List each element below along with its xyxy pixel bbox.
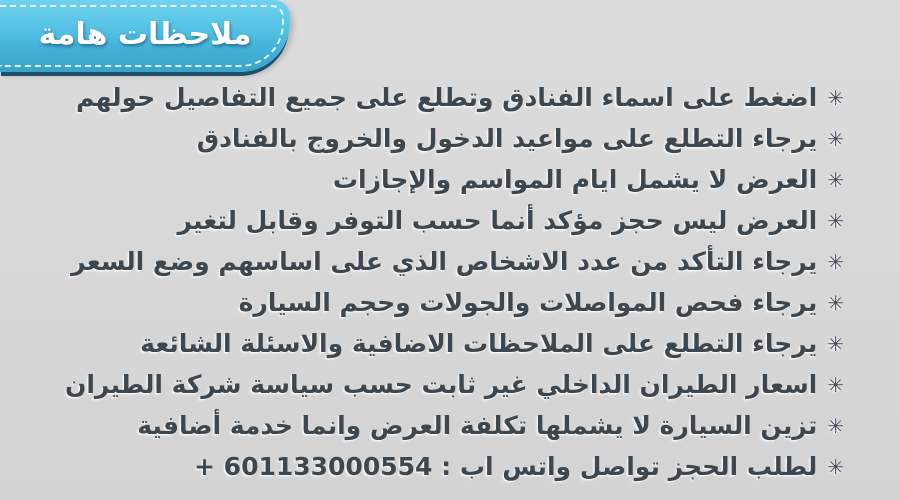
note-text: اضغط على اسماء الفنادق وتطلع على جميع التفاصيل حولهم — [76, 83, 818, 112]
note-text: يرجاء التطلع على الملاحظات الاضافية والاسئلة الشائعة — [140, 329, 818, 358]
note-item — [0, 118, 844, 159]
asterisk-bullet-icon: ✳ — [827, 414, 844, 438]
header-ribbon — [0, 0, 290, 72]
asterisk-bullet-icon: ✳ — [827, 250, 844, 274]
note-item — [0, 405, 844, 446]
note-text: يرجاء التطلع على مواعيد الدخول والخروج بالفنادق — [196, 124, 818, 153]
note-text: العرض لا يشمل ايام المواسم والإجازات — [332, 165, 818, 194]
note-text: يرجاء التأكد من عدد الاشخاص الذي على اساسهم وضع السعر — [71, 247, 818, 276]
note-text: العرض ليس حجز مؤكد أنما حسب التوفر وقابل لتغير — [177, 206, 818, 235]
note-item — [0, 159, 844, 200]
asterisk-bullet-icon: ✳ — [827, 86, 844, 110]
note-text: لطلب الحجز تواصل واتس اب : 601133000554 + — [194, 452, 818, 481]
note-item — [0, 241, 844, 282]
note-item — [0, 282, 844, 323]
note-text: اسعار الطيران الداخلي غير ثابت حسب سياسة شركة الطيران — [64, 370, 818, 399]
note-item — [0, 77, 844, 118]
note-text: تزين السيارة لا يشملها تكلفة العرض وانما خدمة أضافية — [137, 411, 818, 440]
note-item — [0, 323, 844, 364]
page-title: ملاحظات هامة — [38, 16, 252, 52]
asterisk-bullet-icon: ✳ — [827, 209, 844, 233]
asterisk-bullet-icon: ✳ — [827, 373, 844, 397]
asterisk-bullet-icon: ✳ — [827, 291, 844, 315]
note-item — [0, 364, 844, 405]
note-text: يرجاء فحص المواصلات والجولات وحجم السيارة — [238, 288, 818, 317]
asterisk-bullet-icon: ✳ — [827, 127, 844, 151]
asterisk-bullet-icon: ✳ — [827, 455, 844, 479]
note-item — [0, 446, 844, 487]
note-item — [0, 200, 844, 241]
asterisk-bullet-icon: ✳ — [827, 332, 844, 356]
notes-list — [0, 77, 900, 487]
asterisk-bullet-icon: ✳ — [827, 168, 844, 192]
